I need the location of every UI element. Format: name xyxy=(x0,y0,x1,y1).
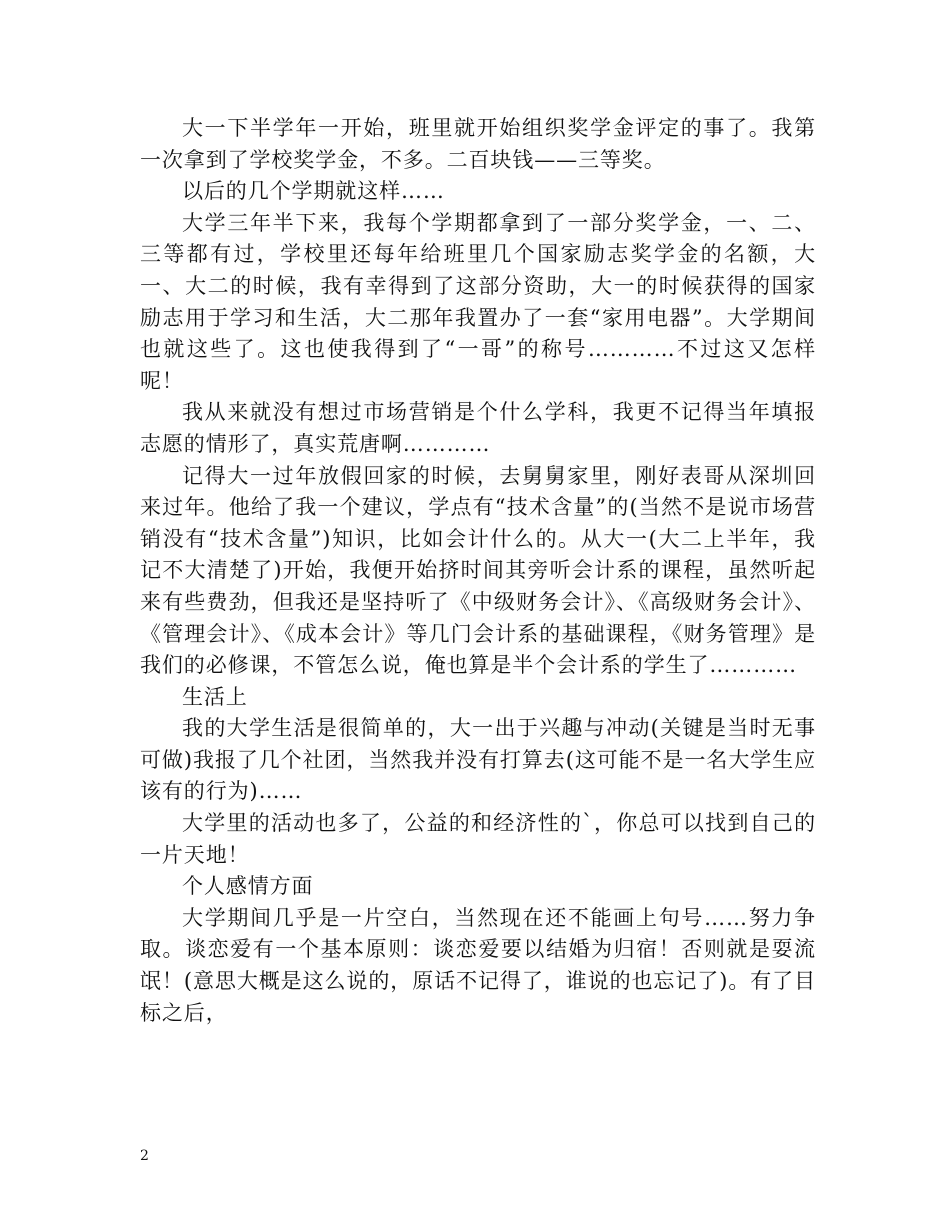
paragraph-7: 我的大学生活是很简单的，大一出于兴趣与冲动(关键是当时无事可做)我报了几个社团，当然我并没有打算去(这可能不是一名大学生应该有的行为)…… xyxy=(140,716,816,804)
section-heading-relationships: 个人感情方面 xyxy=(182,874,314,899)
paragraph-4: 我从来就没有想过市场营销是个什么学科，我更不记得当年填报志愿的情形了，真实荒唐啊………… xyxy=(140,400,816,456)
section-heading-life: 生活上 xyxy=(182,684,248,709)
paragraph-10: 大学期间几乎是一片空白，当然现在还不能画上句号……努力争取。谈恋爱有一个基本原则：谈恋爱要以结婚为归宿！否则就是耍流氓！(意思大概是这么说的，原话不记得了，谁说的也忘记了)。有了目标之后， xyxy=(140,905,816,1025)
paragraph-2: 以后的几个学期就这样…… xyxy=(182,179,445,204)
paragraph-8: 大学里的活动也多了，公益的和经济性的`，你总可以找到自己的一片天地！ xyxy=(140,811,816,867)
document-body xyxy=(140,113,816,1029)
paragraph-5: 记得大一过年放假回家的时候，去舅舅家里，刚好表哥从深圳回来过年。他给了我一个建议，学点有“技术含量”的(当然不是说市场营销没有“技术含量”)知识，比如会计什么的。从大一(大二上半年，我记不大清楚了)开始，我便开始挤时间其旁听会计系的课程，虽然听起来有些费劲，但我还是坚持听了《中级财务会计》、《高级财务会计》、《管理会计》、《成本会计》等几门会计系的基础课程，《财务管理》是我们的必修课，不管怎么说，俺也算是半个会计系的学生了………… xyxy=(140,463,816,678)
page-number: 2 xyxy=(140,1148,149,1164)
paragraph-3: 大学三年半下来，我每个学期都拿到了一部分奖学金，一、二、三等都有过，学校里还每年给班里几个国家励志奖学金的名额，大一、大二的时候，我有幸得到了这部分资助，大一的时候获得的国家励志用于学习和生活，大二那年我置办了一套“家用电器”。大学期间也就这些了。这也使我得到了“一哥”的称号…………不过这又怎样呢！ xyxy=(140,210,816,393)
paragraph-1: 大一下半学年一开始，班里就开始组织奖学金评定的事了。我第一次拿到了学校奖学金，不多。二百块钱——三等奖。 xyxy=(140,116,816,172)
